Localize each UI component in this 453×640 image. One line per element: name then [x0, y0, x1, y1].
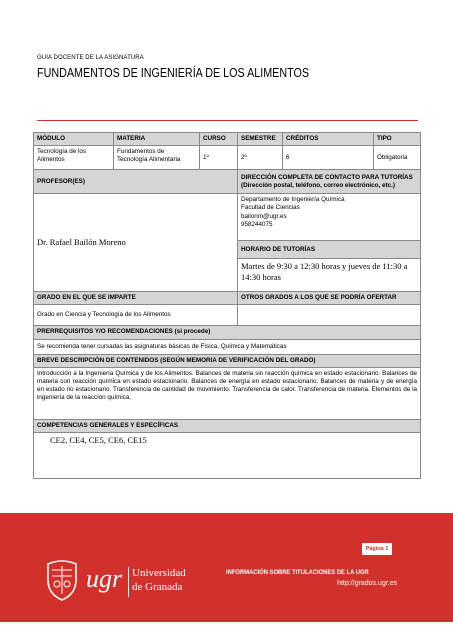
competencias-label: COMPETENCIAS GENERALES Y ESPECÍFICAS — [34, 419, 421, 432]
contacto-faculty: Facultad de Ciencias — [241, 204, 300, 212]
cell-semestre: 2º — [238, 146, 283, 170]
cell-tipo: Obligatoria — [374, 146, 421, 170]
contacto-department: Departamento de Ingeniería Química — [241, 196, 345, 204]
grado-label: GRADO EN EL QUE SE IMPARTE — [34, 292, 238, 305]
otros-grados-label: OTROS GRADOS A LOS QUE SE PODRÍA OFERTAR — [238, 292, 421, 305]
table-header-row — [34, 133, 421, 146]
breve-descripcion-label: BREVE DESCRIPCIÓN DE CONTENIDOS (SEGÚN MEMORIA DE VERIFICACIÓN DEL GRADO) — [34, 354, 421, 367]
grados-url-link[interactable]: http://grados.ugr.es — [337, 580, 397, 587]
header-materia: MATERIA — [114, 133, 200, 146]
grado-text: Grado en Ciencia y Tecnología de los Alimentos — [34, 305, 238, 326]
table-row — [34, 146, 421, 170]
document-subtitle: GUIA DOCENTE DE LA ASIGNATURA — [37, 55, 144, 61]
title-divider — [37, 120, 418, 121]
course-info-table — [33, 132, 421, 479]
cell-creditos: 6 — [283, 146, 374, 170]
breve-descripcion-text: Introducción a la Ingeniería Química y de los Alimentos. Balances de materia sin reacción química en estado estacionario. Balances de materia con reacción química en estado estacionario. Balances de energía en estado estacionario. Balances de materia y de energía en estado no estacionario. Transferencia de cantidad de movimiento. Transferencia de calor. Transferencia de materia. Elementos de la ingeniería de la reacción química. — [34, 367, 421, 419]
university-name-line2: de Granada — [132, 581, 183, 593]
header-creditos: CRÉDITOS — [283, 133, 374, 146]
prerrequisitos-text: Se recomienda tener cursadas las asignaturas básicas de Física, Química y Matemáticas — [34, 339, 421, 354]
otros-grados-text — [238, 305, 421, 326]
contacto-label: DIRECCIÓN COMPLETA DE CONTACTO PARA TUTORÍAS (Dirección postal, teléfono, correo electrónico, etc.) — [238, 170, 421, 194]
cell-materia: Fundamentos de Tecnología Alimentaria — [114, 146, 200, 170]
logo-separator — [128, 567, 129, 597]
university-name-line1: Universidad — [132, 567, 186, 579]
header-tipo: TIPO — [374, 133, 421, 146]
info-titulaciones: INFORMACIÓN SOBRE TITULACIONES DE LA UGR — [226, 569, 369, 576]
university-crest-icon — [44, 558, 80, 602]
header-curso: CURSO — [200, 133, 238, 146]
header-semestre: SEMESTRE — [238, 133, 283, 146]
header-modulo: MÓDULO — [34, 133, 114, 146]
horario-label: HORARIO DE TUTORÍAS — [238, 241, 421, 259]
competencias-text: CE2, CE4, CE5, CE6, CE15 — [34, 433, 421, 479]
contacto-details — [238, 194, 421, 241]
document-title: FUNDAMENTOS DE INGENIERÍA DE LOS ALIMENTOS — [37, 66, 310, 80]
prerrequisitos-label: PRERREQUISITOS Y/O RECOMENDACIONES (si procede) — [34, 326, 421, 339]
contacto-phone: 958244075 — [241, 220, 273, 228]
horario-text: Martes de 9:30 a 12:30 horas y jueves de 11:30 a 14:30 horas — [238, 259, 421, 292]
contacto-email: bailonm@ugr.es — [241, 212, 287, 220]
ugr-logo-text: ugr — [86, 564, 123, 593]
cell-curso: 1º — [200, 146, 238, 170]
cell-modulo: Tecnología de los Alimentos — [34, 146, 114, 170]
profesor-name: Dr. Rafael Bailón Moreno — [34, 194, 238, 292]
page-number: Página 1 — [362, 543, 392, 555]
profesores-label: PROFESOR(ES) — [34, 170, 238, 194]
